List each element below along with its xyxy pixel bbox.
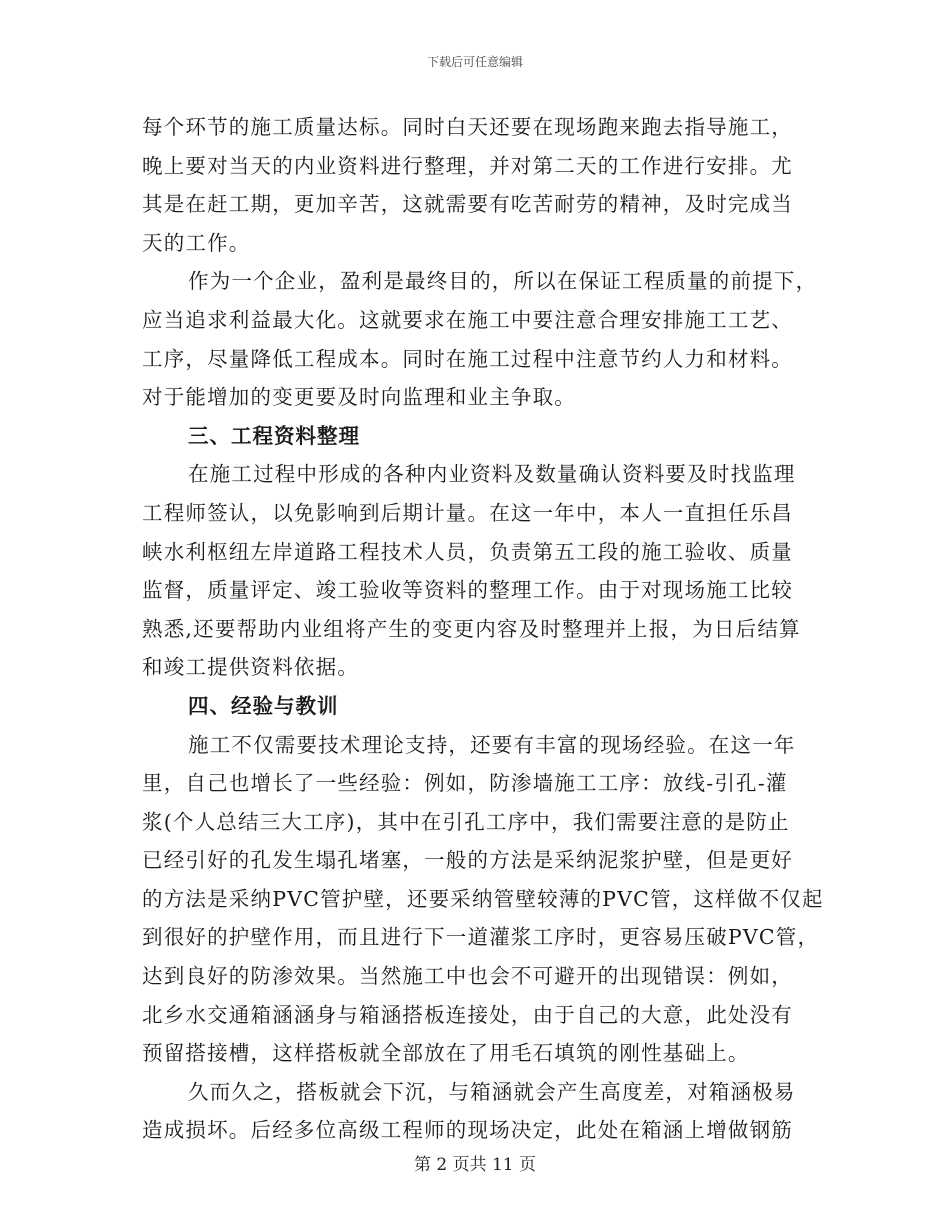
text-line: 和竣工提供资料依据。 (142, 655, 359, 680)
text-line: 的方法是采纳PVC管护壁，还要采纳管壁较薄的PVC管，这样做不仅起 (142, 886, 824, 911)
text-line: 北乡水交通箱涵涵身与箱涵搭板连接处，由于自己的大意，此处没有 (142, 1002, 793, 1027)
text-line: 应当追求利益最大化。这就要求在施工中要注意合理安排施工工艺、 (142, 307, 793, 332)
text-line: 浆(个人总结三大工序)，其中在引孔工序中，我们需要注意的是防止 (142, 809, 790, 834)
text-line: 天的工作。 (142, 230, 251, 255)
text-line: 峡水利枢纽左岸道路工程技术人员，负责第五工段的施工验收、质量 (142, 539, 793, 564)
text-line: 其是在赶工期，更加辛苦，这就需要有吃苦耐劳的精神，及时完成当 (142, 192, 793, 217)
text-line: 监督，质量评定、竣工验收等资料的整理工作。由于对现场施工比较 (142, 578, 793, 603)
paragraph-start: 久而久之，搭板就会下沉，与箱涵就会产生高度差，对箱涵极易 (188, 1079, 796, 1104)
paragraph-start: 在施工过程中形成的各种内业资料及数量确认资料要及时找监理 (188, 462, 796, 487)
text-line: 预留搭接槽，这样搭板就全部放在了用毛石填筑的刚性基础上。 (142, 1041, 750, 1066)
text-line: 里，自己也增长了一些经验：例如，防渗墙施工工序：放线-引孔-灌 (142, 771, 788, 796)
page-header: 下载后可任意编辑 (426, 55, 523, 69)
text-line: 工程师签认，以免影响到后期计量。在这一年中，本人一直担任乐昌 (142, 500, 793, 525)
section-heading-4: 四、经验与教训 (188, 693, 339, 718)
paragraph-start: 施工不仅需要技术理论支持，还要有丰富的现场经验。在这一年 (188, 732, 796, 757)
text-line: 造成损坏。后经多位高级工程师的现场决定，此处在箱涵上增做钢筋 (142, 1118, 793, 1143)
text-line: 工序，尽量降低工程成本。同时在施工过程中注意节约人力和材料。 (142, 346, 793, 371)
text-line: 晚上要对当天的内业资料进行整理，并对第二天的工作进行安排。尤 (142, 153, 793, 178)
text-line: 对于能增加的变更要及时向监理和业主争取。 (142, 385, 576, 410)
page-number-footer: 第 2 页共 11 页 (413, 1155, 537, 1175)
text-line: 熟悉,还要帮助内业组将产生的变更内容及时整理并上报，为日后结算 (142, 616, 801, 641)
text-line: 每个环节的施工质量达标。同时白天还要在现场跑来跑去指导施工， (142, 115, 793, 139)
text-line: 到很好的护壁作用，而且进行下一道灌浆工序时，更容易压破PVC管， (142, 925, 820, 950)
paragraph-start: 作为一个企业，盈利是最终目的，所以在保证工程质量的前提下， (188, 269, 818, 294)
text-line: 达到良好的防渗效果。当然施工中也会不可避开的出现错误：例如， (142, 964, 793, 989)
document-body (142, 108, 824, 1150)
section-heading-3: 三、工程资料整理 (188, 423, 360, 448)
text-line: 已经引好的孔发生塌孔堵塞，一般的方法是采纳泥浆护壁，但是更好 (142, 848, 793, 873)
